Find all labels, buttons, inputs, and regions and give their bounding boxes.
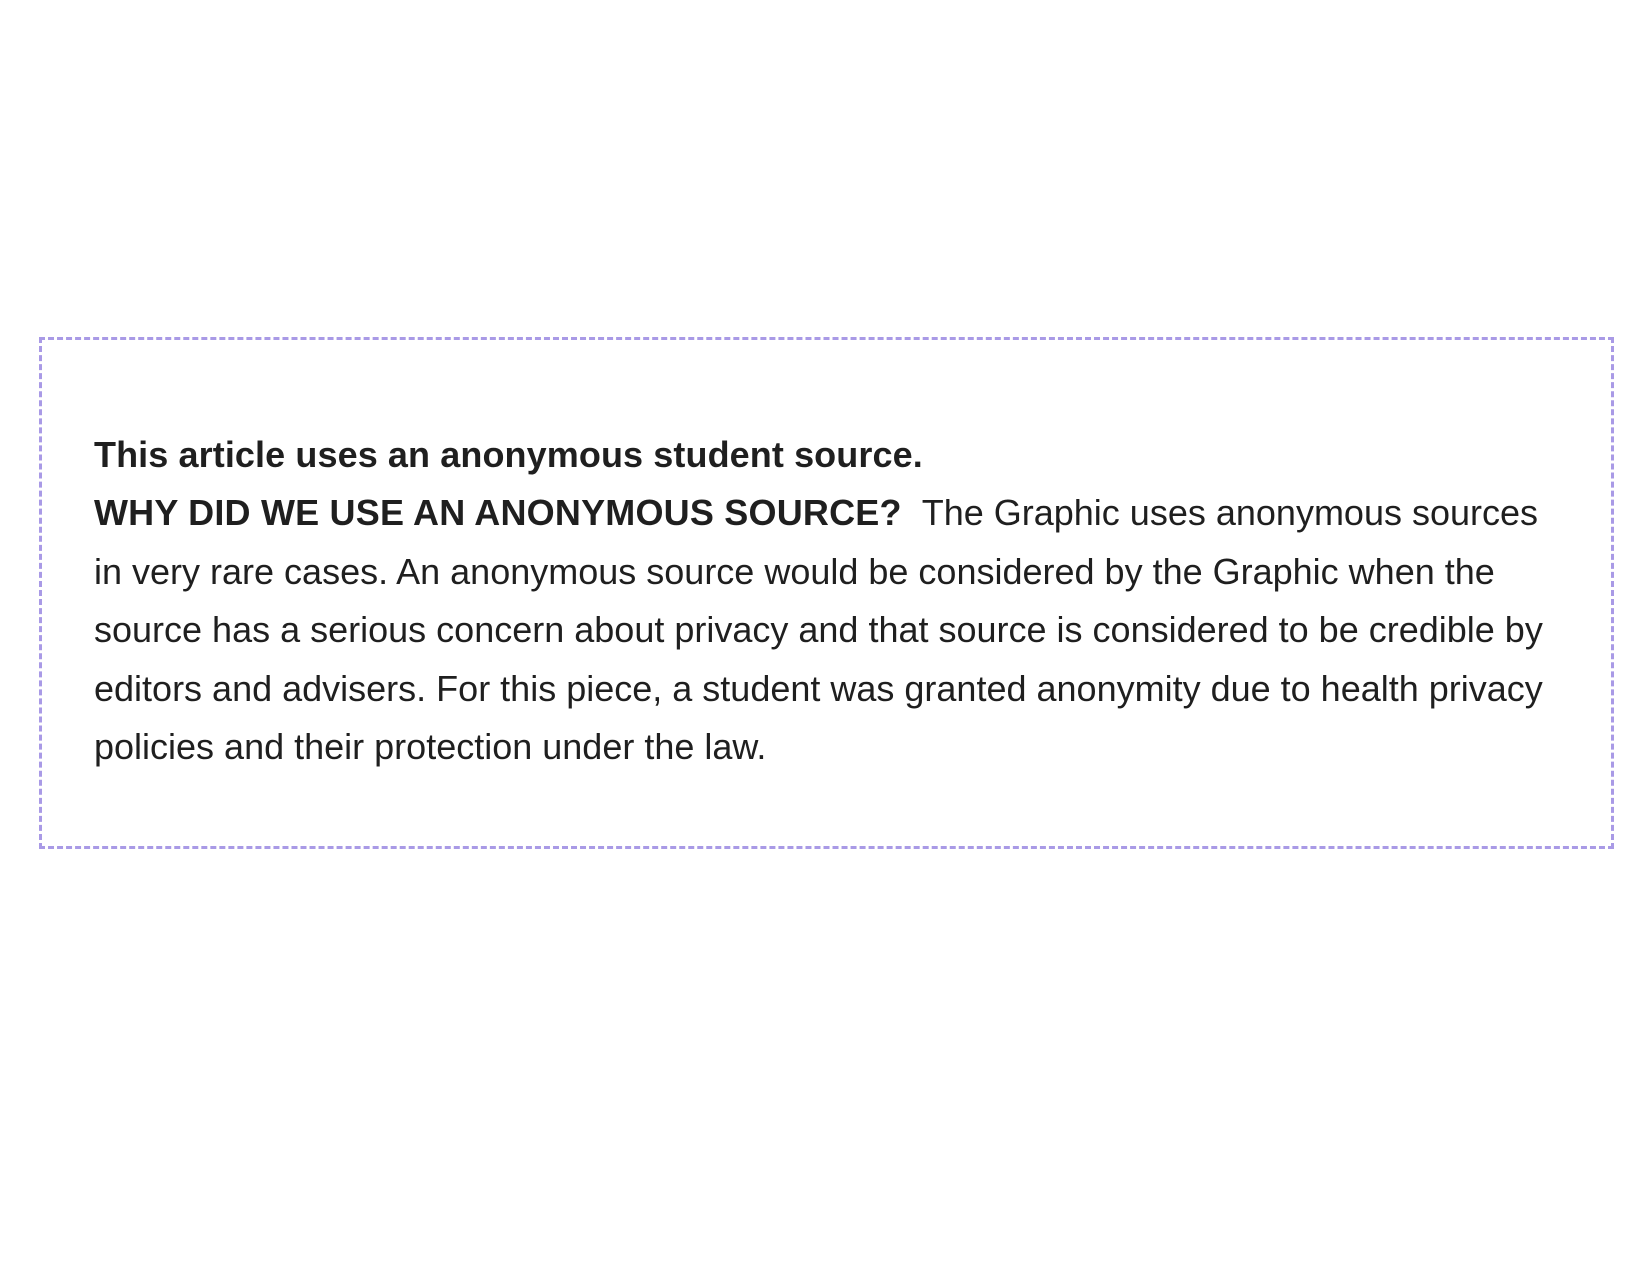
anonymous-source-notice [39, 337, 1614, 849]
notice-heading: This article uses an anonymous student source. [94, 434, 923, 475]
notice-body [94, 484, 1554, 777]
notice-explanation: The Graphic uses anonymous sources in very rare cases. An anonymous source would be considered by the Graphic when the source has a serious concern about privacy and that source is considered to be credible by editors and advisers. For this piece, a student was granted anonymity due to health privacy policies and their protection under the law. [94, 492, 1543, 767]
notice-question: WHY DID WE USE AN ANONYMOUS SOURCE? [94, 492, 902, 533]
